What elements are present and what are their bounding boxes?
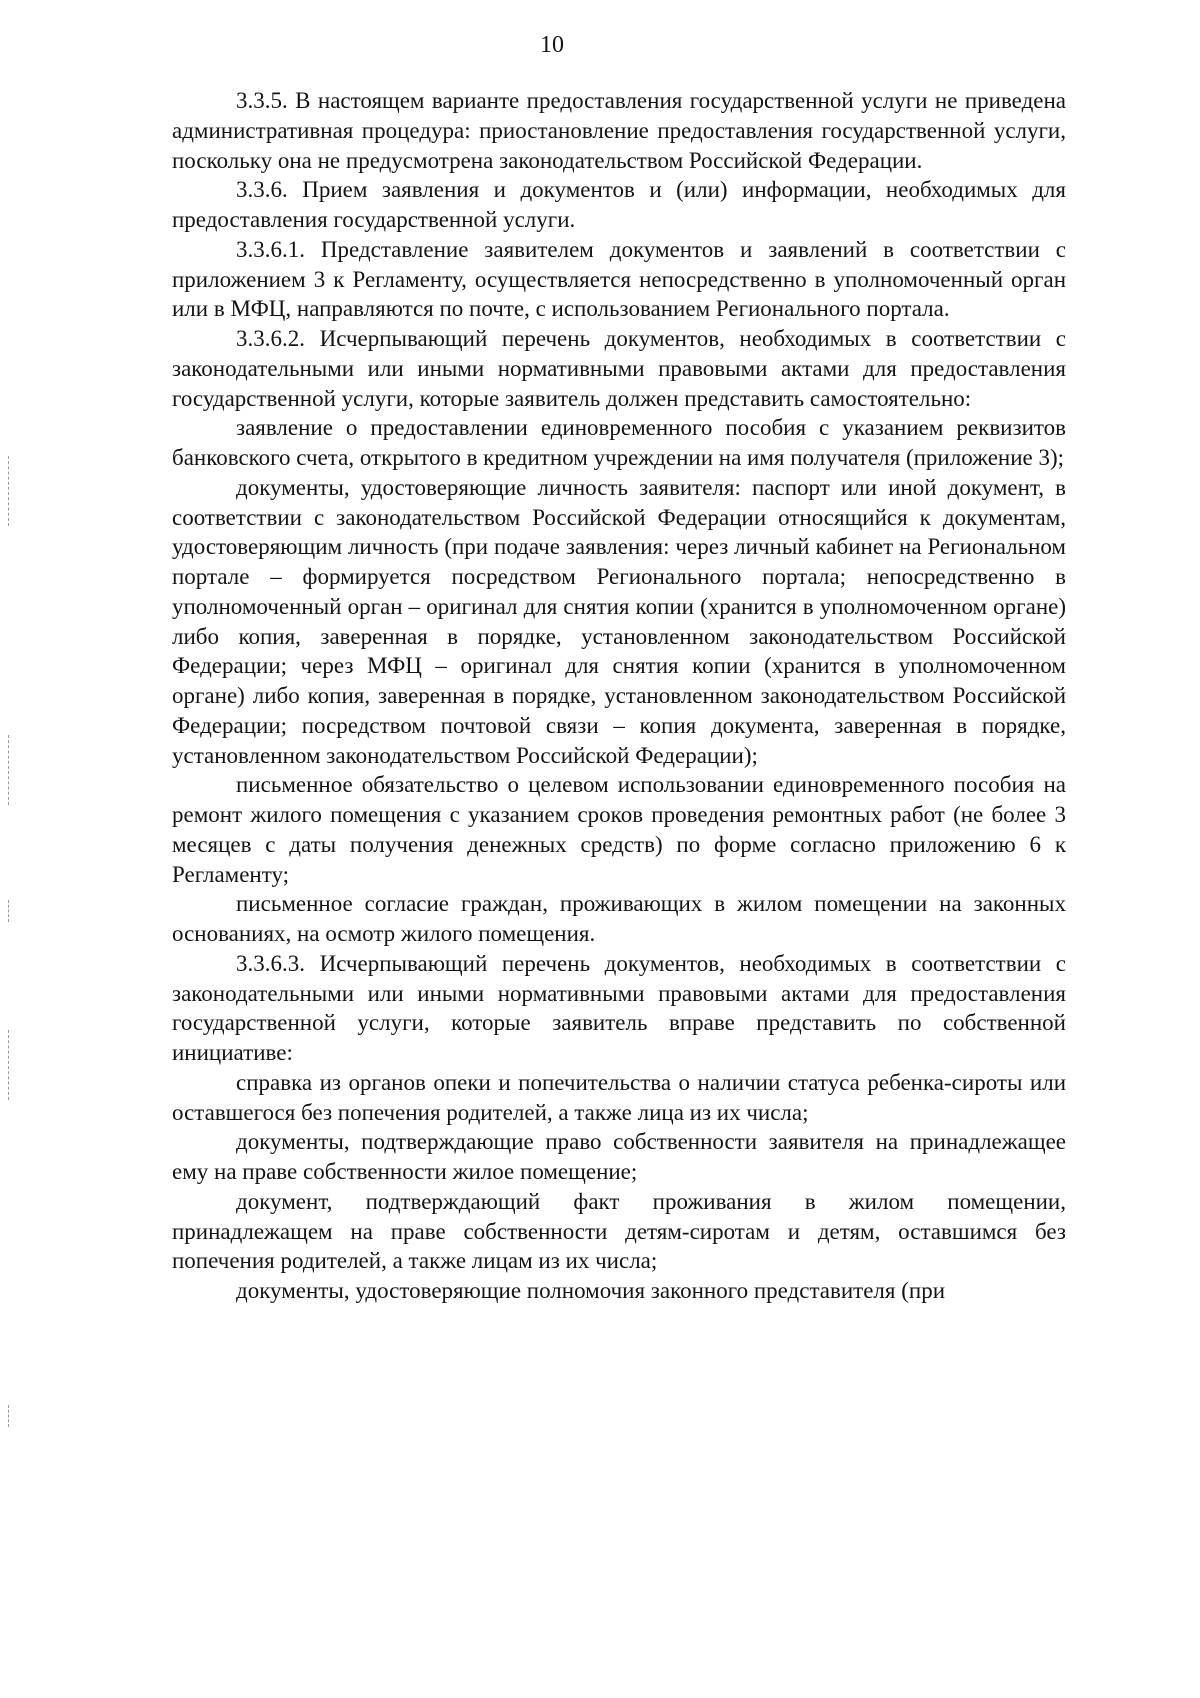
document-body [172, 86, 1066, 1306]
list-item: документы, удостоверяющие полномочия законного представителя (при [236, 1278, 946, 1303]
scan-margin-mark [8, 456, 9, 526]
list-item: заявление о предоставлении единовременного пособия с указанием реквизитов банковского счета, открытого в кредитном учреждении на имя получателя (приложение 3); [172, 415, 1066, 470]
paragraph: 3.3.6.3. Исчерпывающий перечень документов, необходимых в соответствии с законодательными или иными нормативными правовыми актами для предоставления государственной услуги, которые заявитель вправе представить по собственной инициативе: [172, 950, 1066, 1065]
paragraph: 3.3.6.2. Исчерпывающий перечень документов, необходимых в соответствии с законодательными или иными нормативными правовыми актами для предоставления государственной услуги, которые заявитель должен представить самостоятельно: [172, 326, 1066, 411]
scan-margin-mark [8, 1030, 9, 1100]
paragraph: 3.3.6.1. Представление заявителем документов и заявлений в соответствии с приложением 3 к Регламенту, осуществляется непосредственно в уполномоченный орган или в МФЦ, направляются по почте, с использованием Регионального портала. [172, 236, 1066, 322]
list-item: справка из органов опеки и попечительства о наличии статуса ребенка-сироты или оставшегося без попечения родителей, а также лица из их числа; [172, 1069, 1066, 1125]
list-item: письменное обязательство о целевом использовании единовременного пособия на ремонт жилого помещения с указанием сроков проведения ремонтных работ (не более 3 месяцев с даты получения денежных средств) по форме согласно приложению 6 к Регламенту; [172, 772, 1066, 887]
scan-margin-mark [8, 900, 9, 922]
scan-margin-mark [8, 1405, 9, 1427]
page-number: 10 [540, 32, 564, 58]
list-item: документы, подтверждающие право собственности заявителя на принадлежащее ему на праве собственности жилое помещение; [172, 1129, 1066, 1184]
list-item: документ, подтверждающий факт проживания в жилом помещении, принадлежащем на праве собственности детям-сиротам и детям, оставшимся без попечения родителей, а также лицам из их числа; [172, 1188, 1066, 1274]
list-item: письменное согласие граждан, проживающих в жилом помещении на законных основаниях, на осмотр жилого помещения. [172, 891, 1066, 946]
scan-margin-mark [8, 735, 9, 805]
paragraph: 3.3.6. Прием заявления и документов и (или) информации, необходимых для предоставления государственной услуги. [172, 177, 1066, 232]
list-item: документы, удостоверяющие личность заявителя: паспорт или иной документ, в соответствии с законодательством Российской Федерации относящийся к документам, удостоверяющим личность (при подаче заявления: через личный кабинет на Региональном портале – формируется посредством Регионального портала; непосредственно в уполномоченный орган – оригинал для снятия копии (хранится в уполномоченном органе) либо копия, заверенная в порядке, установленном законодательством Российской Федерации; через МФЦ – оригинал для снятия копии (хранится в уполномоченном органе) либо копия, заверенная в порядке, установленном законодательством Российской Федерации; посредством почтовой связи – копия документа, заверенная в порядке, установленном законодательством Российской Федерации); [172, 474, 1066, 768]
paragraph: 3.3.5. В настоящем варианте предоставления государственной услуги не приведена административная процедура: приостановление предоставления государственной услуги, поскольку она не предусмотрена законодательством Российской Федерации. [172, 88, 1066, 173]
